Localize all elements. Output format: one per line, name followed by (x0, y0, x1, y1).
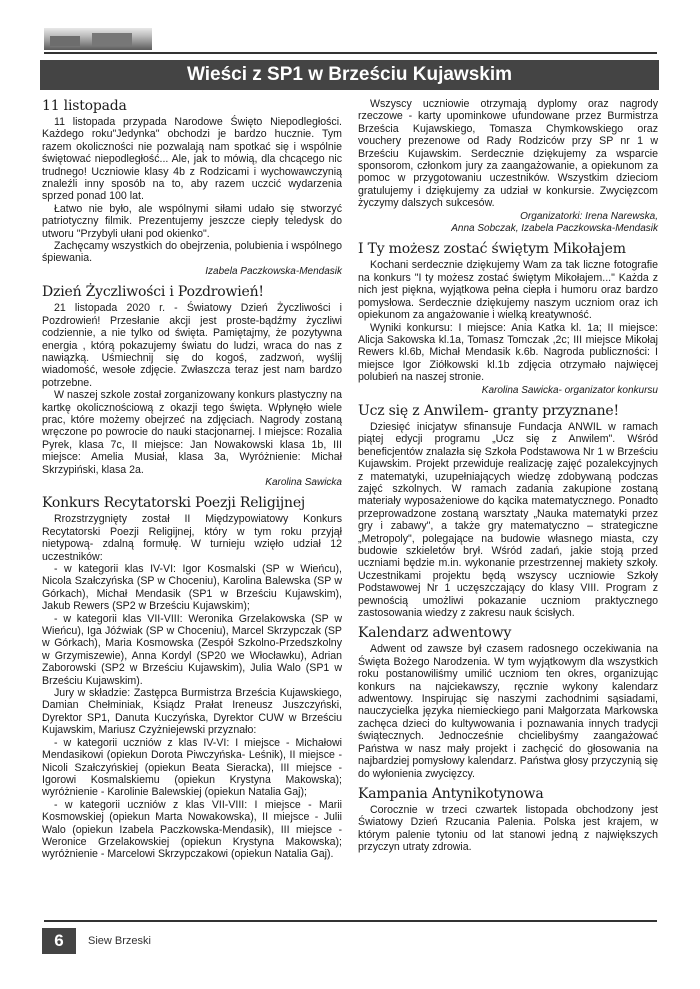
article-heading-kalendarz-adwentowy: Kalendarz adwentowy (358, 625, 512, 642)
article-signature: Karolina Sawicka (265, 476, 342, 488)
article-paragraph: - w kategorii uczniów z klas IV-VI: I miejsce - Michałowi Mendasikowi (opiekun Dorota Piwczyńska- Leśnik), II miejsce - Nicoli Szałczyńskiej (opiekun Beata Sieracka), III miejsce - Igorowi Kosmalskiemu (opiekun Krystyna Makowska); wyróżnienie - Karolinie Balewskiej (opiekun Natalia Gaj); (42, 736, 342, 799)
left-column (42, 98, 342, 861)
footer-rule (44, 920, 657, 922)
header-rule (44, 52, 657, 54)
article-paragraph: Wyniki konkursu: I miejsce: Ania Katka kl. 1a; II miejsce: Alicja Sakowska kl.1a, Tomasz Tomczak ,2c; III miejsce Mikołaj Rewers kl.6b, Michał Mendasik k.6b. Nagroda publiczności: I miejsce Igor Ziółkowski kl.1b zdjęcia otrzymało najwięcej polubień na naszej stronie. (358, 321, 658, 384)
right-column (358, 98, 658, 854)
article-paragraph: Rrozstrzygnięty został II Międzypowiatowy Konkurs Recytatorski Poezji Religijnej, który w tym roku przyjął nietypową- zdalną formułę. W turnieju wzięło udział 12 uczestników: (42, 513, 342, 563)
article-heading-swiety-mikolaj: I Ty możesz zostać świętym Mikołajem (358, 241, 626, 258)
page-number: 6 (42, 928, 76, 954)
article-paragraph: - w kategorii uczniów z klas VII-VIII: I miejsce - Marii Kosmowskiej (opiekun Marta Nowakowska), II miejsce - Julii Walo (opiekun Izabela Paczkowska-Mendasik), III miejsce - Weronice Grzelakowskiej (opiekun Krystyna Makowska); wyróżnienie - Marcelowi Skrzypczakowi (opiekun Natalia Gaj). (42, 798, 342, 861)
article-signature: Karolina Sawicka- organizator konkursu (481, 384, 658, 396)
article-heading-konkurs-recytatorski: Konkurs Recytatorski Poezji Religijnej (42, 495, 306, 512)
article-heading-ucz-sie-z-anwilem: Ucz się z Anwilem- granty przyznane! (358, 402, 619, 419)
article-paragraph: W naszej szkole został zorganizowany konkurs plastyczny na kartkę okolicznościową z okazji tego święta. Wpłynęło wiele prac, które możemy obejrzeć na zdjęciach. Nagrody zostaną wręczone po powrocie do nauki stacjonarnej. I miejsce: Rozalia Pyrek, klasa 7c, II miejsce: Jan Nowakowski klasa 1b, III miejsce: Amelia Musiał, klasa 3a, Wyróżnienie: Michał Skrzypiński, klasa 2a. (42, 389, 342, 476)
article-paragraph: Kochani serdecznie dziękujemy Wam za tak liczne fotografie na konkurs "I ty możesz zostać świętym Mikołajem..." Każda z nich jest piękna, wyjątkowa pełna ciepła i humoru oraz bardzo pomysłowa. Serdecznie dziękujemy naszym uczniom oraz ich opiekunom za angażowanie i wielką kreatywność. (358, 259, 658, 322)
publication-name: Siew Brzeski (88, 935, 151, 947)
article-paragraph: 11 listopada przypada Narodowe Święto Niepodległości. Każdego roku"Jedynka" obchodzi je bardzo hucznie. Tym razem okoliczności nie pozwalają nam spotkać się i wspólnie świętować niepodległość... Ale, jak to mówią, dla chcącego nic trudnego! Uczniowie klasy 4b z Rodzicami i wychowawczynią znaleźli inny sposób na to, aby razem uczcić wydarzenia sprzed ponad 100 lat. (42, 116, 342, 203)
article-paragraph: Łatwo nie było, ale wspólnymi siłami udało się stworzyć patriotyczny filmik. Prezentujemy jeszcze ciepły teledysk do utworu "Przybyli ułani pod okienko". (42, 202, 342, 240)
article-paragraph: 21 listopada 2020 r. - Światowy Dzień Życzliwości i Pozdrowień! Przesłanie akcji jest proste-bądźmy życzliwi codziennie, a nie tylko od święta. Pamiętajmy, że pozytywna energia , którą pokazujemy światu do ludzi, wraca do nas z nawiązką. Uśmiechnij się do kogoś, zadzwoń, wyślij wiadomość, wesołe zdjęcie. Zwłaszcza teraz jest nam bardzo potrzebne. (42, 302, 342, 389)
header-town-photo (44, 28, 152, 50)
article-signature: Izabela Paczkowska-Mendasik (205, 265, 342, 277)
article-signature: Organizatorki: Irena Narewska, (520, 210, 658, 222)
article-paragraph: Dziesięć inicjatyw sfinansuje Fundacja ANWIL w ramach piątej edycji programu „Ucz się z Anwilem". Wśród beneficjentów znalazła się Szkoła Podstawowa Nr 1 w Brześciu Kujawskim. Projekt przewiduje realizację zajęć pozalekcyjnych z matematyki, uzupełniających wiedzę zdobywaną podczas zajęć szkolnych. W ramach zadania zakupione zostaną materiały wyposażeniowe do kącika matematycznego. Ponadto przeprowadzone zostaną warsztaty „Nauka matematyki przez gry i zabawy", a także gry matematyczno – strategiczne „Metropoly", polegające na budowie własnego miasta, czy budowie szkieletów brył. Wśród zadań, jakie stoją przed uczniami będzie m.in. wykonanie przestrzennej makiety szkoły. Uczestnikami projektu będą wszyscy uczniowie Szkoły Podstawowej Nr 1 uczęszczający do klasy VIII. Program z pewnością umożliwi pokazanie uczniom praktycznego zastosowania wiedzy z zakresu nauk ścisłych. (358, 420, 658, 620)
article-paragraph: - w kategorii klas IV-VI: Igor Kosmalski (SP w Wieńcu), Nicola Szałczyńska (SP w Choceniu), Karolina Balewska (SP w Górkach), Michał Mendasik (SP1 w Brześciu Kujawskim), Jakub Rewers (SP2 w Brześciu Kujawskim); (42, 563, 342, 613)
article-heading-dzien-zyczliwosci: Dzień Życzliwości i Pozdrowień! (42, 284, 264, 301)
article-paragraph: Adwent od zawsze był czasem radosnego oczekiwania na Święta Bożego Narodzenia. W tym wyjątkowym dla wszystkich roku postanowiliśmy umilić uczniom ten okres, organizując konkurs na najciekawszy, ręcznie wykony kalendarz adwentowy. Inspirując się naszymi zachodnimi sąsiadami, nauczycielka języka niemieckiego pani Małgorzata Markowska zachęca dzieci do kultywowania i poznawania innych tradycji świątecznych. Jednocześnie chcielibyśmy zaangażować Państwa w nasz mały projekt i zachęcić do głosowania na najbardziej pomysłowy kalendarz. Państwa głosy przyczynią się do wyłonienia zwycięzcy. (358, 643, 658, 780)
article-paragraph: Jury w składzie: Zastępca Burmistrza Brześcia Kujawskiego, Damian Chełminiak, Ksiądz Prałat Ireneusz Juszczyński, Dyrektor SP1, Danuta Kuczyńska, Dyrektor CUW w Brześciu Kujawskim, Mariusz Czyżniejewski przyznało: (42, 687, 342, 737)
article-paragraph: - w kategorii klas VII-VIII: Weronika Grzelakowska (SP w Wieńcu), Iga Jóźwiak (SP w Choceniu), Marcel Skrzypczak (SP w Górkach), Maria Kosmowska (Zespół Szkolno-Przedszkolny w Grzymiszewie), Anna Kordyl (SP20 we Włocławku), Adrian Zaborowski (SP2 w Brześciu Kujawskim), Julia Walo (SP1 w Brześciu Kujawskim). (42, 612, 342, 687)
page-title: Wieści z SP1 w Brześciu Kujawskim (40, 60, 659, 90)
article-paragraph: Zachęcamy wszystkich do obejrzenia, polubienia i wspólnego śpiewania. (42, 240, 342, 265)
article-paragraph: Wszyscy uczniowie otrzymają dyplomy oraz nagrody rzeczowe - karty upominkowe ufundowane przez Burmistrza Brześcia Kujawskiego, Tomasza Chymkowskiego oraz vouchery prezenowe od Rady Rodziców przy SP nr 1 w Brześciu Kujawskim. Serdecznie dziękujemy za wsparcie sponsorom, członkom jury za zaangażowanie, a opiekunom za pomoc w przygotowaniu uczestników. Wszystkim dzieciom gratulujemy i dziękujemy za udział w konkursie. Zwycięzcom życzymy dalszych sukcesów. (358, 98, 658, 210)
article-heading-kampania-antynikotynowa: Kampania Antynikotynowa (358, 785, 544, 802)
article-heading-11-listopada: 11 listopada (42, 98, 127, 114)
article-signature: Anna Sobczak, Izabela Paczkowska-Mendasik (451, 223, 658, 235)
article-paragraph: Corocznie w trzeci czwartek listopada obchodzony jest Światowy Dzień Rzucania Palenia. Polska jest krajem, w którym palenie tytoniu od lat stanowi jedną z największych przyczyn utraty zdrowia. (358, 803, 658, 854)
